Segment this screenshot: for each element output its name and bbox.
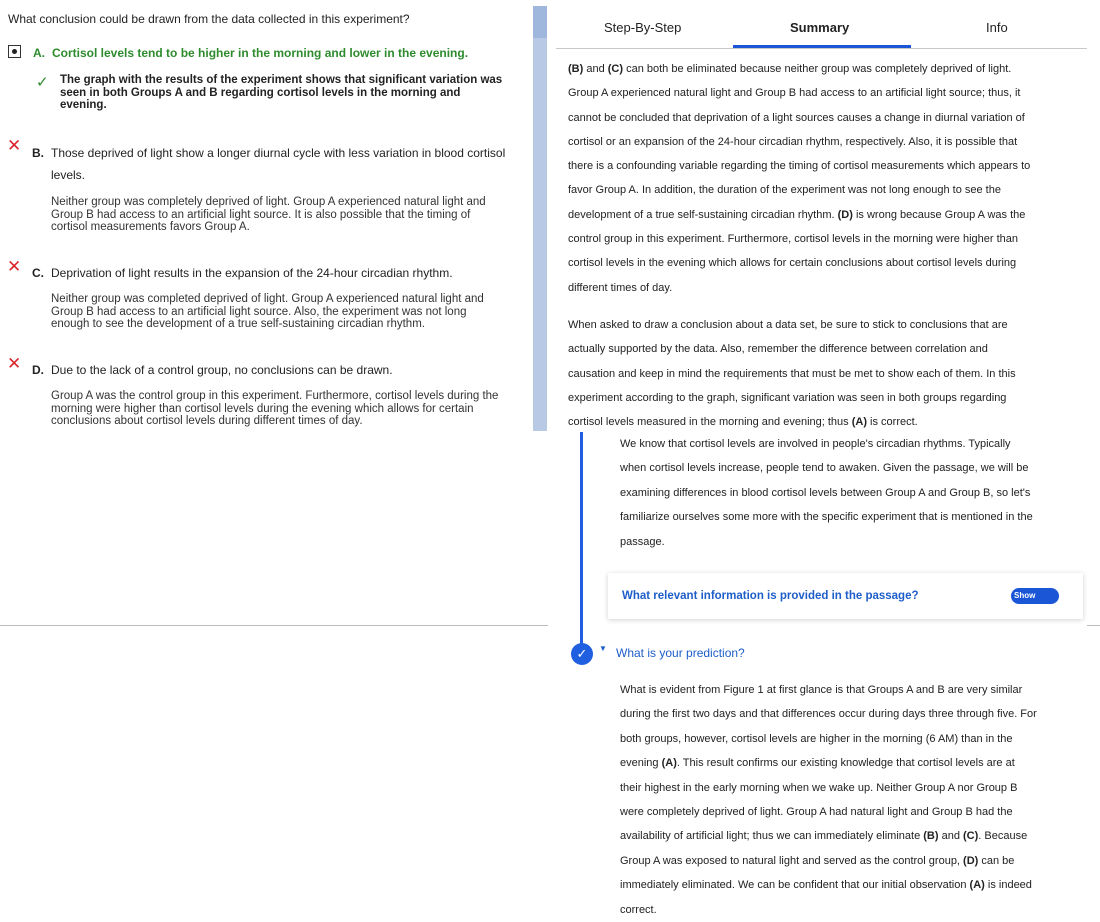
scrollbar-thumb[interactable]: [533, 6, 547, 38]
summary-line: cannot be concluded that deprivation of a light sources causes a change in diurnal variation of: [568, 111, 1025, 124]
step-line: We know that cortisol levels are involved in people's circadian rhythms. Typically: [620, 438, 1011, 450]
summary-line: favor Group A. In addition, the duration of the experiment was not long enough to see the: [568, 184, 1001, 197]
option-c-explanation: [51, 293, 521, 331]
option-b-text-line[interactable]: Those deprived of light show a longer diurnal cycle with less variation in blood cortisol: [51, 146, 506, 160]
option-b-letter: B.: [32, 146, 44, 160]
summary-paragraph-1: [568, 57, 1080, 300]
step-line: immediately eliminated. We can be confident that our initial observation (A) is indeed: [620, 879, 1032, 892]
step-line: examining differences in blood cortisol levels between Group A and Group B, so let's: [620, 486, 1031, 499]
option-c-letter: C.: [32, 266, 44, 280]
tab-summary[interactable]: Summary: [790, 20, 850, 35]
question-panel: [0, 0, 535, 432]
step-line: passage.: [620, 535, 665, 548]
option-b-text-line[interactable]: levels.: [51, 168, 86, 182]
check-circle-icon: ✓: [571, 643, 593, 665]
caret-down-icon[interactable]: ▼: [599, 644, 607, 653]
summary-line: actually supported by the data. Also, remember the difference between correlation and: [568, 343, 988, 356]
option-d-explanation: [51, 390, 529, 428]
summary-line: different times of day.: [568, 281, 673, 294]
summary-line: (B) and (C) can both be eliminated because neither group was completely deprived of light.: [568, 63, 1012, 75]
tab-divider: [556, 48, 1087, 49]
explanation-line: Neither group was completed deprived of light. Group A experienced natural light and: [51, 293, 484, 305]
summary-line: causation and keep in mind the requirements that must be met to show each of them. In this: [568, 367, 1016, 380]
step-line: both groups, however, cortisol levels are higher in the morning (6 AM) than in the: [620, 732, 1013, 745]
check-icon: ✓: [36, 74, 49, 91]
step-line: their highest in the early morning when we wake up. Neither Group A nor Group B: [620, 781, 1018, 794]
tab-info[interactable]: Info: [986, 20, 1008, 35]
step-line: Group A was exposed to natural light and served as the control group, (D) can be: [620, 854, 1015, 867]
explanation-line: cortisol measurements favors Group A.: [51, 221, 250, 233]
question-prompt: What conclusion could be drawn from the data collected in this experiment?: [8, 12, 410, 26]
x-icon: ✕: [7, 257, 22, 276]
step-line: evening (A). This result confirms our existing knowledge that cortisol levels are at: [620, 757, 1015, 770]
explanation-line: conclusions about cortisol levels during different times of day.: [51, 415, 363, 427]
option-d-letter: D.: [32, 363, 44, 377]
option-a-text[interactable]: Cortisol levels tend to be higher in the morning and lower in the evening.: [52, 46, 469, 60]
summary-paragraph-2: [568, 313, 1080, 434]
prediction-heading[interactable]: What is your prediction?: [616, 646, 745, 660]
explanation-line: Group B had access to an artificial light source. It is also possible that the timing of: [51, 208, 471, 221]
summary-line: Group A experienced natural light and Group B had access to an artificial light source; thus, it: [568, 87, 1021, 100]
explanation-line: Group B had access to an artificial light source. Also, the experiment was not long: [51, 305, 467, 318]
relevant-info-card: [608, 573, 1083, 619]
radio-selected-icon[interactable]: [8, 45, 21, 58]
tab-step-by-step[interactable]: Step-By-Step: [604, 20, 682, 35]
scrollbar-track[interactable]: [533, 6, 547, 431]
explanation-line: Group A was the control group in this experiment. Furthermore, cortisol levels during the: [51, 390, 499, 402]
step-line: when cortisol levels increase, people tend to awaken. Given the passage, we will be: [620, 462, 1029, 475]
summary-line: experiment according to the graph, significant variation was seen in both groups regarding: [568, 391, 1007, 404]
summary-line: When asked to draw a conclusion about a data set, be sure to stick to conclusions that are: [568, 319, 1008, 331]
prediction-text: [620, 678, 1085, 922]
divider: [0, 625, 548, 626]
step-line: during the first two days and that differences occur during days three through five. For: [620, 708, 1037, 721]
explanation-line: enough to see the development of a true self-sustaining circadian rhythm.: [51, 318, 425, 330]
step-line: correct.: [620, 903, 657, 916]
option-a-letter: A.: [33, 46, 45, 60]
divider: [1087, 625, 1100, 626]
summary-line: there is a confounding variable regarding the timing of cortisol measurements which appears to: [568, 160, 1031, 173]
step-line: What is evident from Figure 1 at first glance is that Groups A and B are very similar: [620, 684, 1023, 696]
summary-line: cortisol levels measured in the morning and evening; thus (A) is correct.: [568, 416, 918, 429]
summary-line: cortisol or an expansion of the 24-hour circadian rhythm, respectively. Also, it is possible that: [568, 135, 1018, 148]
option-a-explanation: [60, 74, 530, 112]
step-line: were completely deprived of light. Group A had natural light and Group B had the: [620, 806, 1013, 819]
summary-line: control group in this experiment. Furthermore, cortisol levels in the morning were higher than: [568, 233, 1018, 246]
explanation-line: seen in both Groups A and B regarding cortisol levels in the morning and: [60, 86, 461, 99]
option-d-text[interactable]: Due to the lack of a control group, no conclusions can be drawn.: [51, 363, 393, 377]
x-icon: ✕: [7, 354, 22, 373]
explanation-line: Neither group was completely deprived of light. Group A experienced natural light and: [51, 196, 486, 208]
step-line: familiarize ourselves some more with the specific experiment that is mentioned in the: [620, 511, 1033, 524]
option-c-text[interactable]: Deprivation of light results in the expansion of the 24-hour circadian rhythm.: [51, 266, 453, 280]
option-b-explanation: [51, 196, 521, 234]
explanation-line: morning were higher than cortisol levels during the evening which allows for certain: [51, 402, 474, 415]
summary-line: development of a true self-sustaining circadian rhythm. (D) is wrong because Group A was the: [568, 208, 1026, 221]
relevant-info-question: What relevant information is provided in the passage?: [622, 590, 919, 602]
explanation-line: The graph with the results of the experiment shows that significant variation was: [60, 74, 503, 86]
step-line: availability of artificial light; thus we can immediately eliminate (B) and (C). Because: [620, 830, 1028, 843]
explanation-line: evening.: [60, 99, 107, 111]
x-icon: ✕: [7, 136, 22, 155]
summary-line: cortisol levels in the evening which allows for certain conclusions about cortisol levels during: [568, 257, 1017, 270]
show-button[interactable]: Show: [1011, 588, 1059, 604]
step-timeline: [580, 432, 583, 657]
step-intro: [620, 432, 1085, 554]
